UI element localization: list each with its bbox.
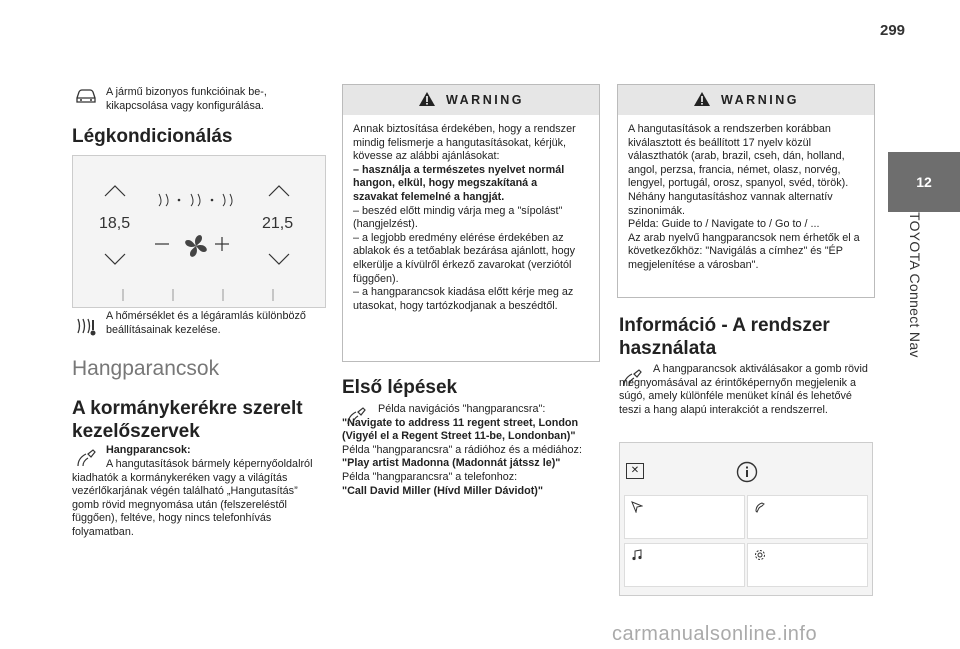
- help-tile-music: [624, 543, 745, 587]
- settings-icon: [754, 548, 766, 566]
- warning-bullet-3: – a legjobb eredmény elérése érdekében az ablakok és a tetőablak bezárása ajánlott, hogy elkerülje a kívülről érkező zavarokat (verziótól függően).: [353, 231, 576, 285]
- warning-title: WARNING: [446, 93, 524, 107]
- temperature-note: A hőmérséklet és a légáramlás különböző beállításainak kezelése.: [106, 310, 306, 336]
- heading-steering-controls: A kormánykerékre szerelt kezelőszervek: [72, 398, 303, 442]
- warning-box-languages: [617, 84, 875, 298]
- voice-text: A hangutasítások bármely képernyőoldalról kiadhatók a kormánykeréken vagy a világítás vezérlőkarjának végén található „Hangutasítás” gomb rövid megnyomása után (felszereléstől függően), feltéve, hogy nincs telefonhívás folyamatban.: [72, 458, 313, 538]
- page-number: 299: [880, 22, 906, 39]
- temperature-left: 18,5: [99, 215, 131, 232]
- phone-icon: [754, 500, 766, 518]
- warning-header: [618, 85, 874, 115]
- heading-info: Információ - A rendszer használata: [619, 315, 830, 359]
- warning-bullet-2: – beszéd előtt mindig várja meg a "sípolást" (hangjelzést).: [353, 204, 563, 231]
- voice-help-figure: [619, 442, 873, 596]
- warning-bullet-1: – használja a természetes nyelvet normál hangon, elkül, hogy megszakítaná a szavakat felemelné a hangját.: [353, 163, 565, 203]
- voice-label: Hangparancsok:: [106, 444, 191, 456]
- heading-voice-commands: Hangparancsok: [72, 357, 220, 380]
- example-phone-command: "Call David Miller (Hívd Miller Dávidot)": [342, 484, 544, 497]
- chapter-tab: [888, 152, 960, 212]
- example-nav-intro: Példa navigációs "hangparancsra":: [378, 403, 546, 415]
- example-radio-command: "Play artist Madonna (Madonnát játssz le)": [342, 457, 561, 470]
- warning-box-voice: [342, 84, 600, 362]
- chapter-number: 12: [916, 174, 932, 190]
- watermark: carmanualsonline.info: [612, 623, 818, 645]
- info-icon: [736, 461, 758, 488]
- heading-air-conditioning: Légkondicionálás: [72, 126, 233, 147]
- warning-intro: Annak biztosítása érdekében, hogy a rendszer mindig felismerje a hangutasításokat, kérjük, kövesse az alábbi ajánlásokat:: [353, 123, 576, 163]
- temperature-right: 21,5: [262, 215, 294, 232]
- heading-first-steps: Első lépések: [342, 377, 458, 398]
- chapter-title: TOYOTA Connect Nav: [907, 212, 923, 358]
- help-tile-navigation: [624, 495, 745, 539]
- navigation-icon: [631, 500, 643, 518]
- music-icon: [631, 548, 643, 566]
- help-tile-phone: [747, 495, 868, 539]
- warning-title: WARNING: [721, 93, 799, 107]
- languages-text: A hangutasítások a rendszerben korábban kiválasztott és beállított 17 nyelv közül választhatók (arab, brazil, cseh, dán, holland, angol, perzsa, francia, német, olasz, norvég, lengyel, portugál, orosz, spanyol, svéd, török). Néhány hangutasításhoz vannak alternatív szinonimák. Példa: Guide to / Navigate to / Go to / ... Az arab nyelvű hangparancsok nem érhetők el a következőkhöz: "Navigálás a címhez" és "ÉP megjelenítése a városban".: [628, 123, 860, 271]
- close-help-icon: ✕: [626, 463, 644, 479]
- warning-bullet-4: – a hangparancsok kiadása előtt kérje meg az utasokat, hogy tartózkodjanak a beszédtől.: [353, 286, 574, 312]
- car-icon: [74, 88, 98, 109]
- example-radio-intro: Példa "hangparancsra" a rádióhoz és a médiához:: [342, 443, 582, 456]
- info-text: A hangparancsok aktiválásakor a gomb rövid megnyomásával az érintőképernyőn megjelenik a súgó, amely különféle menüket kínál és lehetővé teszi a hang alapú interakciót a rendszerrel.: [619, 363, 868, 416]
- warning-header: [343, 85, 599, 115]
- car-settings-note: A jármű bizonyos funkcióinak be-, kikapcsolása vagy konfigurálása.: [106, 86, 267, 112]
- fan-icon: [74, 316, 98, 343]
- examples-block: [342, 403, 594, 498]
- warning-icon: [693, 91, 711, 110]
- climate-control-figure: [72, 155, 326, 308]
- example-nav-command: "Navigate to address 11 regent street, London (Vigyél el a Regent Street 11-be, Londonban)": [342, 416, 579, 443]
- help-tile-settings: [747, 543, 868, 587]
- warning-icon: [418, 91, 436, 110]
- example-phone-intro: Példa "hangparancsra" a telefonhoz:: [342, 470, 518, 483]
